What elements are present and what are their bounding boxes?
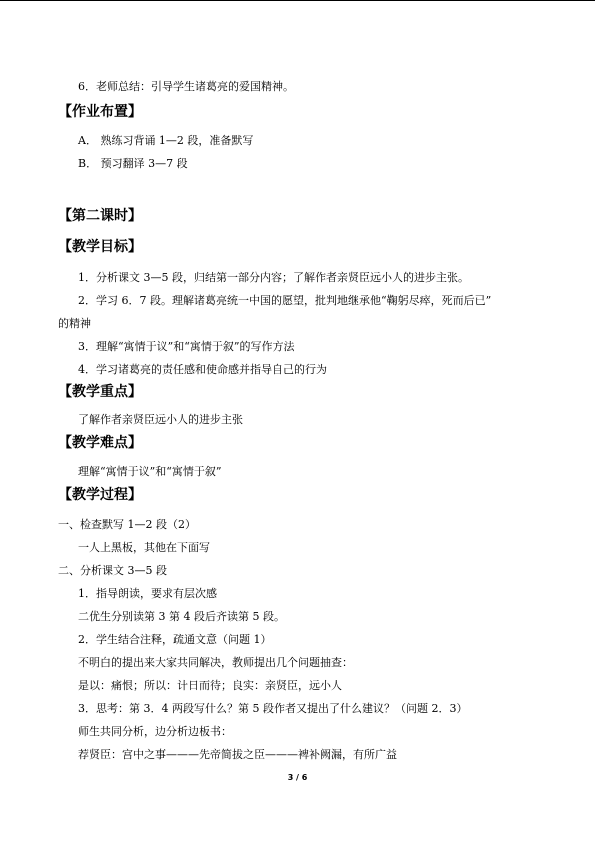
section-heading-homework: 【作业布置】 xyxy=(58,104,142,120)
text-line: 了解作者亲贤臣远小人的进步主张 xyxy=(78,413,243,426)
text-line: 2．学生结合注释，疏通文意（问题 1） xyxy=(78,633,272,646)
top-rule xyxy=(0,0,595,1)
text-line: 师生共同分析，边分析边板书： xyxy=(78,725,232,738)
text-line: 2．学习 6．7 段。理解诸葛亮统一中国的愿望，批判地继承他“鞠躬尽瘁，死而后已” xyxy=(78,294,492,307)
text-line: 不明白的提出来大家共同解决，教师提出几个问题抽查： xyxy=(78,656,353,669)
text-line: 二优生分别读第 3 第 4 段后齐读第 5 段。 xyxy=(78,610,285,623)
text-line: 一人上黑板，其他在下面写 xyxy=(78,541,210,554)
text-line: 4．学习诸葛亮的责任感和使命感并指导自己的行为 xyxy=(78,363,327,376)
section-heading-difficulties: 【教学难点】 xyxy=(58,435,142,451)
section-heading-key-points: 【教学重点】 xyxy=(58,384,142,400)
text-line: 一、检查默写 1—2 段（2） xyxy=(58,518,196,531)
text-line: B． 预习翻译 3—7 段 xyxy=(78,157,188,170)
section-heading-objectives: 【教学目标】 xyxy=(58,239,142,255)
page-number: 3 / 6 xyxy=(287,773,308,782)
section-heading-second-lesson: 【第二课时】 xyxy=(58,208,142,224)
section-heading-process: 【教学过程】 xyxy=(58,487,142,503)
text-line: 理解“寓情于议”和“寓情于叙” xyxy=(78,465,222,478)
text-line: 6．老师总结：引导学生诸葛亮的爱国精神。 xyxy=(78,80,294,93)
text-line: 3．理解“寓情于议”和“寓情于叙”的写作方法 xyxy=(78,340,295,353)
text-line: 1．分析课文 3—5 段，归结第一部分内容；了解作者亲贤臣远小人的进步主张。 xyxy=(78,271,469,284)
text-line: 二、分析课文 3—5 段 xyxy=(58,564,167,577)
text-line: 荐贤臣：宫中之事———先帝简拔之臣———裨补阙漏，有所广益 xyxy=(78,748,397,761)
text-line: 是以：痛恨；所以：计日而待；良实：亲贤臣，远小人 xyxy=(78,679,342,692)
text-line: 的精神 xyxy=(58,317,91,330)
text-line: A． 熟练习背诵 1—2 段，准备默写 xyxy=(78,134,254,147)
text-line: 3．思考：第 3．4 两段写什么？第 5 段作者又提出了什么建议？（问题 2．3） xyxy=(78,702,468,715)
text-line: 1．指导朗读，要求有层次感 xyxy=(78,587,217,600)
